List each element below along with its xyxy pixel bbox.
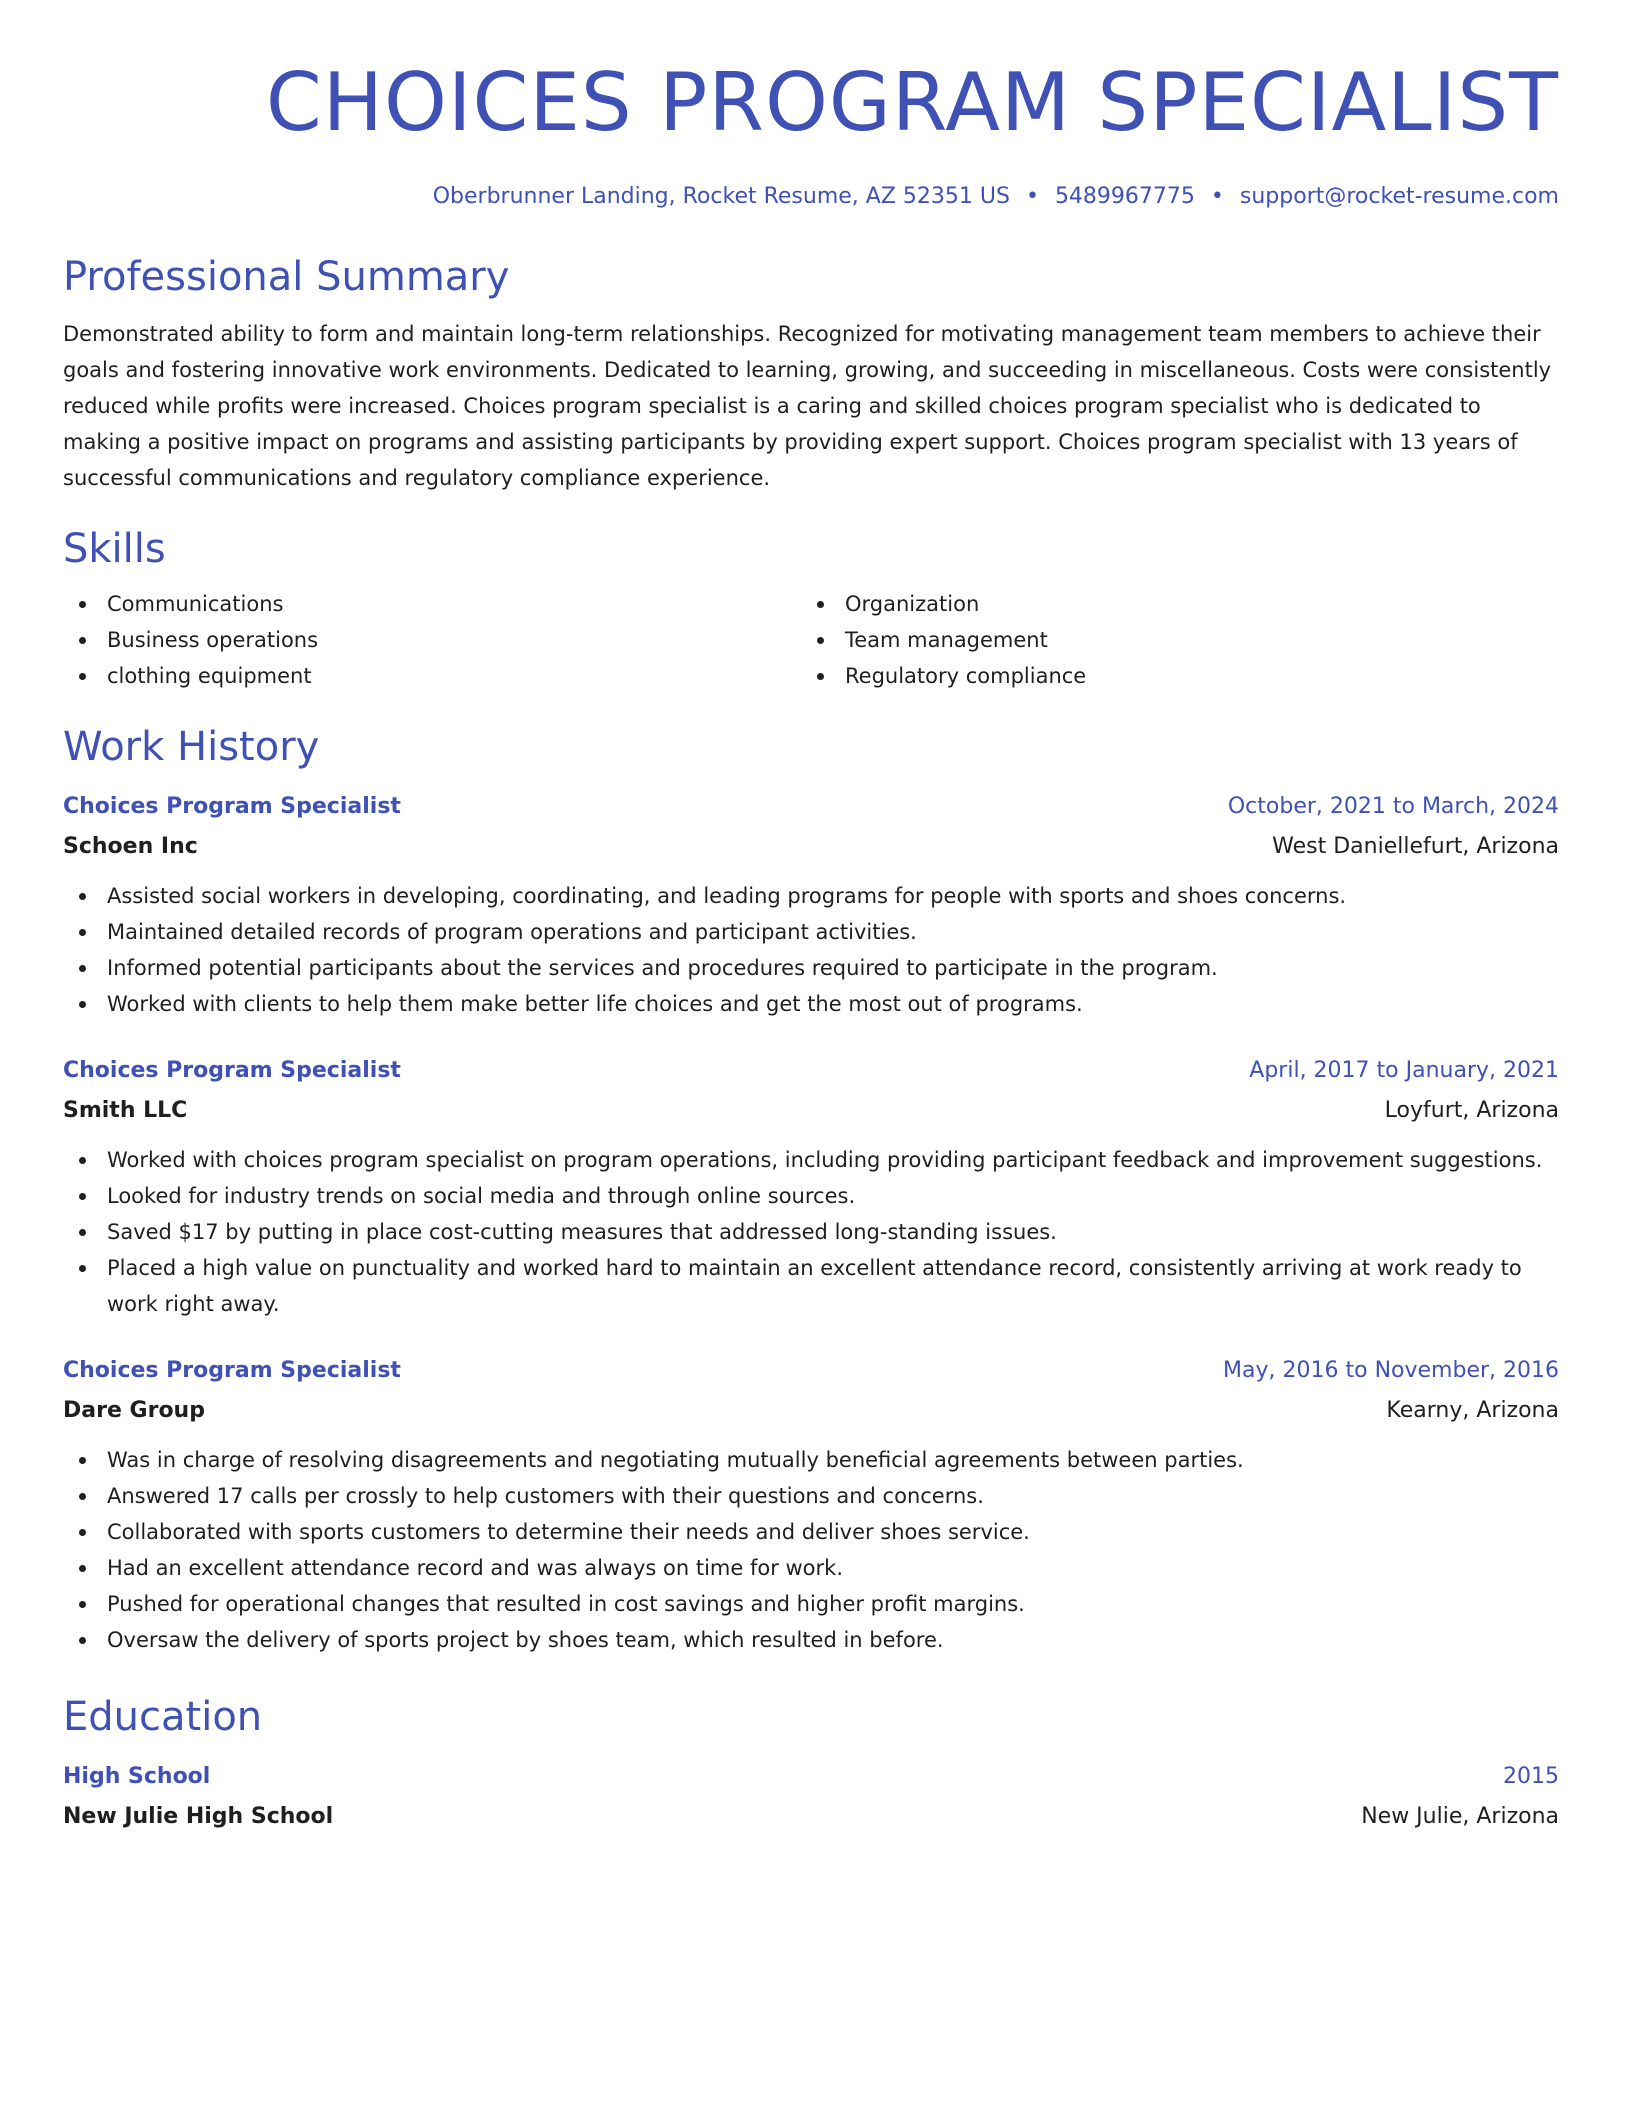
- job-entry: [63, 1056, 1559, 1322]
- skills-column-right: [801, 586, 1539, 694]
- contact-address: Oberbrunner Landing, Rocket Resume, AZ 52351 US: [432, 184, 1010, 209]
- skill-item: Communications: [63, 586, 801, 622]
- job-dates: May, 2016 to November, 2016: [1223, 1358, 1559, 1383]
- job-bullets: [63, 1142, 1559, 1322]
- contact-email[interactable]: support@rocket-resume.com: [1239, 184, 1559, 209]
- education-location: New Julie, Arizona: [1361, 1804, 1559, 1829]
- education-entry: [63, 1762, 1559, 1832]
- job-bullet: Oversaw the delivery of sports project by shoes team, which resulted in before.: [63, 1622, 1559, 1658]
- job-bullet: Informed potential participants about the services and procedures required to participate in the program.: [63, 950, 1559, 986]
- job-location: West Daniellefurt, Arizona: [1272, 834, 1559, 859]
- skill-item: clothing equipment: [63, 658, 801, 694]
- education-school: New Julie High School: [63, 1804, 334, 1829]
- skills-list: [63, 586, 1559, 694]
- job-role: Choices Program Specialist: [63, 794, 401, 819]
- contact-line: [63, 182, 1559, 212]
- job-bullet: Maintained detailed records of program operations and participant activities.: [63, 914, 1559, 950]
- job-bullet: Placed a high value on punctuality and worked hard to maintain an excellent attendance record, consistently arriving at work ready to work right away.: [63, 1250, 1559, 1322]
- job-bullets: [63, 878, 1559, 1022]
- skills-heading: Skills: [63, 526, 166, 572]
- job-entry: [63, 792, 1559, 1022]
- job-bullet: Saved $17 by putting in place cost-cutting measures that addressed long-standing issues.: [63, 1214, 1559, 1250]
- job-bullet: Worked with choices program specialist on program operations, including providing participant feedback and improvement suggestions.: [63, 1142, 1559, 1178]
- job-bullet: Assisted social workers in developing, coordinating, and leading programs for people with sports and shoes concerns.: [63, 878, 1559, 914]
- job-company: Schoen Inc: [63, 834, 198, 859]
- skill-item: Organization: [801, 586, 1539, 622]
- work-history-heading: Work History: [63, 724, 320, 770]
- job-dates: April, 2017 to January, 2021: [1249, 1058, 1559, 1083]
- job-bullets: [63, 1442, 1559, 1658]
- education-year: 2015: [1503, 1764, 1559, 1789]
- job-location: Loyfurt, Arizona: [1384, 1098, 1559, 1123]
- skill-item: Regulatory compliance: [801, 658, 1539, 694]
- resume-page: [63, 0, 1559, 1832]
- job-dates: October, 2021 to March, 2024: [1227, 794, 1559, 819]
- contact-separator: •: [1025, 184, 1039, 209]
- job-entry: [63, 1356, 1559, 1658]
- education-heading: Education: [63, 1694, 263, 1740]
- skill-item: Team management: [801, 622, 1539, 658]
- job-bullet: Looked for industry trends on social media and through online sources.: [63, 1178, 1559, 1214]
- job-bullet: Collaborated with sports customers to determine their needs and deliver shoes service.: [63, 1514, 1559, 1550]
- contact-separator: •: [1210, 184, 1224, 209]
- resume-title: CHOICES PROGRAM SPECIALIST: [265, 56, 1559, 149]
- contact-phone: 5489967775: [1054, 184, 1195, 209]
- job-bullet: Worked with clients to help them make better life choices and get the most out of programs.: [63, 986, 1559, 1022]
- job-company: Smith LLC: [63, 1098, 188, 1123]
- job-role: Choices Program Specialist: [63, 1058, 401, 1083]
- skills-column-left: [63, 586, 801, 694]
- summary-text: Demonstrated ability to form and maintain long-term relationships. Recognized for motivating management team members to achieve their goals and fostering innovative work environments. Dedicated to learning, growing, and succeeding in miscellaneous. Costs were consistently reduced while profits were increased. Choices program specialist is a caring and skilled choices program specialist who is dedicated to making a positive impact on programs and assisting participants by providing expert support. Choices program specialist with 13 years of successful communications and regulatory compliance experience.: [63, 322, 1552, 490]
- job-role: Choices Program Specialist: [63, 1358, 401, 1383]
- job-bullet: Answered 17 calls per crossly to help customers with their questions and concerns.: [63, 1478, 1559, 1514]
- job-bullet: Was in charge of resolving disagreements and negotiating mutually beneficial agreements between parties.: [63, 1442, 1559, 1478]
- summary-heading: Professional Summary: [63, 254, 510, 300]
- job-location: Kearny, Arizona: [1386, 1398, 1559, 1423]
- job-bullet: Had an excellent attendance record and was always on time for work.: [63, 1550, 1559, 1586]
- skill-item: Business operations: [63, 622, 801, 658]
- job-bullet: Pushed for operational changes that resulted in cost savings and higher profit margins.: [63, 1586, 1559, 1622]
- job-company: Dare Group: [63, 1398, 205, 1423]
- education-degree: High School: [63, 1764, 211, 1789]
